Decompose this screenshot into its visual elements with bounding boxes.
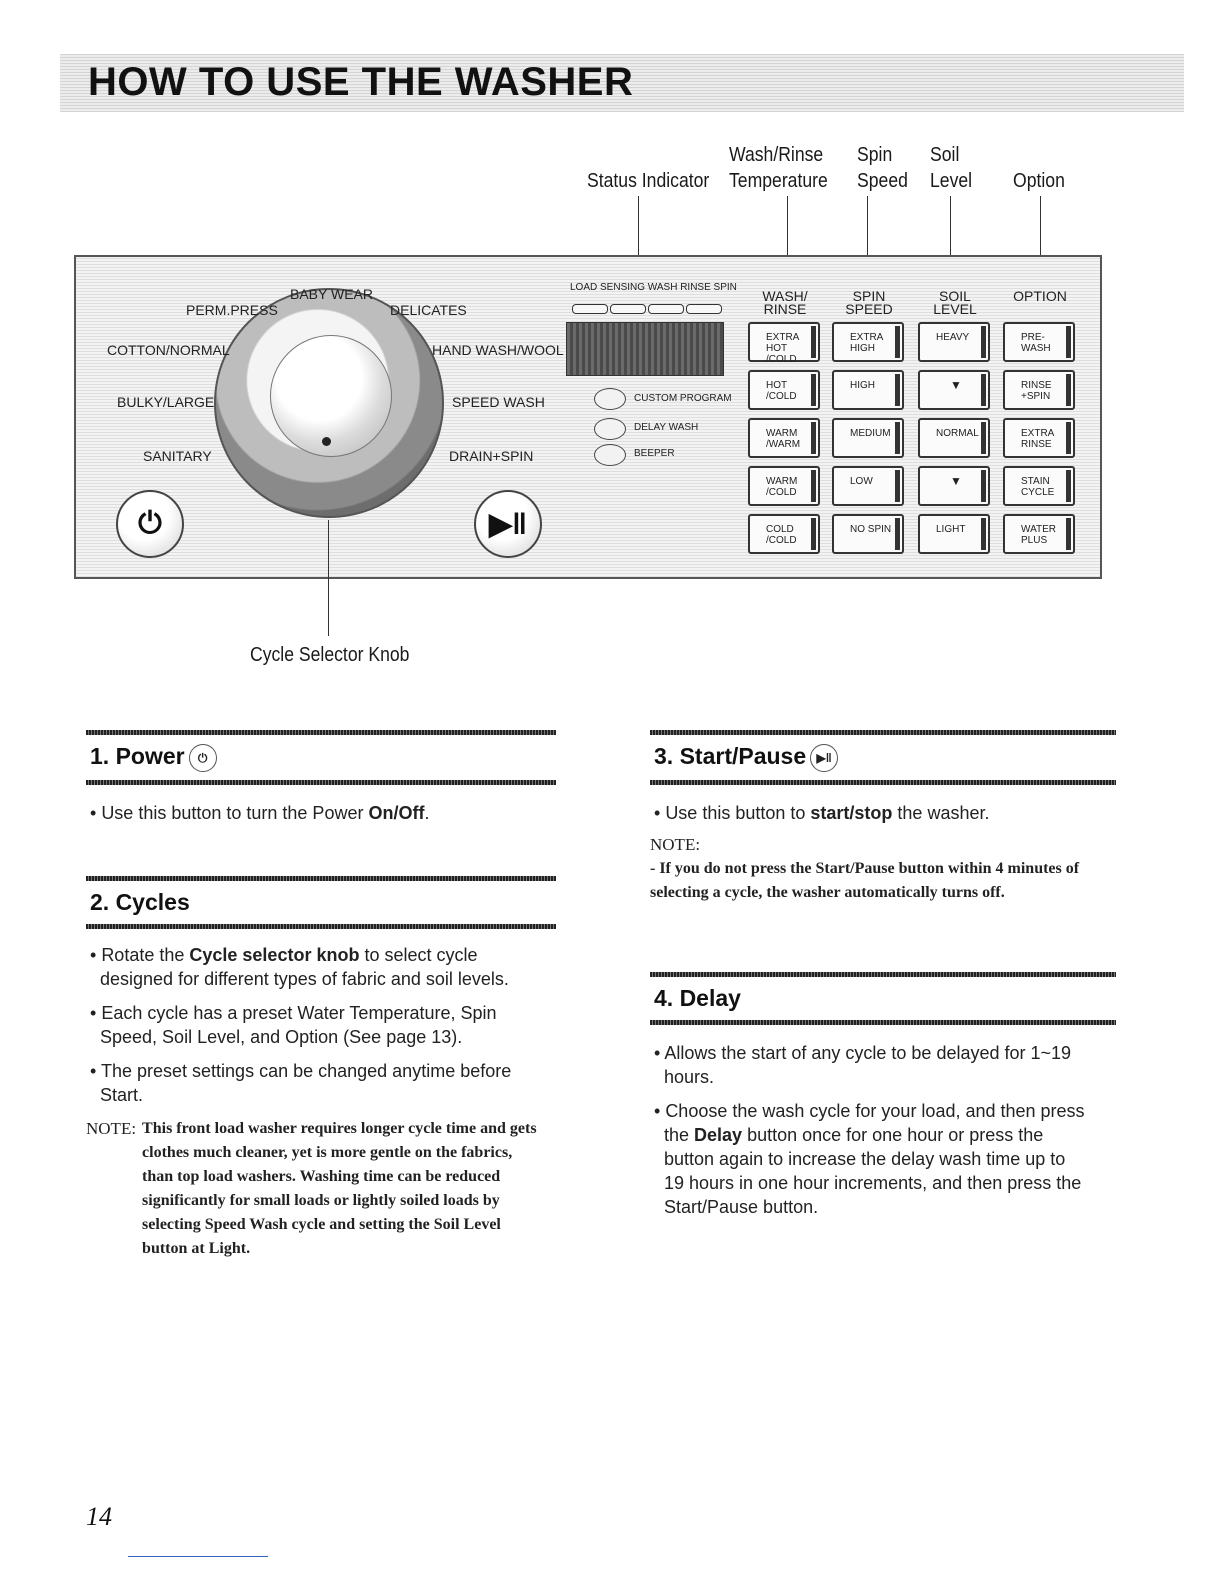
cycle-label-delicates: DELICATES <box>390 302 467 318</box>
callout-spin-line1: Spin <box>857 144 893 166</box>
section-delay <box>650 972 1116 1229</box>
beeper-button[interactable] <box>594 444 626 466</box>
cycles-note <box>86 1117 556 1261</box>
status-led-spin <box>686 304 722 314</box>
callout-soil-line2: Level <box>930 170 973 192</box>
section-cycles <box>86 876 556 1261</box>
wash-rinse-button[interactable]: HOT /COLD <box>748 370 820 410</box>
spin-speed-button[interactable]: MEDIUM <box>832 418 904 458</box>
spin-speed-button[interactable]: HIGH <box>832 370 904 410</box>
knob-indicator-dot <box>322 437 331 446</box>
section-heading: 1. Power ⏻ <box>90 743 556 772</box>
wash-rinse-button[interactable]: EXTRA HOT /COLD <box>748 322 820 362</box>
section-power <box>86 730 556 835</box>
status-led-rinse <box>648 304 684 314</box>
custom-program-label: CUSTOM PROGRAM <box>634 393 732 404</box>
cycle-label-drain-spin: DRAIN+SPIN <box>449 448 534 464</box>
cycle-label-cotton-normal: COTTON/NORMAL <box>107 342 230 358</box>
section-start-pause <box>650 730 1116 905</box>
note-label: NOTE: <box>650 834 701 854</box>
delay-bullet-1: • Allows the start of any cycle to be delayed for 1~19 hours. <box>654 1043 1072 1087</box>
knob-center <box>270 335 392 457</box>
soil-level-button[interactable]: LIGHT <box>918 514 990 554</box>
power-icon: ⏻ <box>138 507 162 540</box>
cycles-bullet-3: • The preset settings can be changed anytime before Start. <box>90 1061 512 1105</box>
option-button[interactable]: RINSE +SPIN <box>1003 370 1075 410</box>
soil-level-button[interactable] <box>918 370 990 410</box>
section-rule <box>650 972 1116 977</box>
note-text: This front load washer requires longer cycle time and gets clothes much cleaner, yet is more gentle on the fabrics, than top load washers. Washing time can be reduced significantly for small loads or lightly soiled loads by selecting Speed Wash cycle and setting the Soil Level button at Light. <box>142 1120 537 1257</box>
cycle-label-baby-wear: BABY WEAR <box>290 286 373 302</box>
column-header-option: OPTION <box>1013 288 1067 304</box>
section-rule <box>650 730 1116 735</box>
section-rule <box>86 876 556 881</box>
option-button[interactable]: STAIN CYCLE <box>1003 466 1075 506</box>
note-label: NOTE: <box>86 1119 137 1138</box>
cycle-label-perm-press: PERM.PRESS <box>186 302 278 318</box>
callout-soil-line1: Soil <box>930 144 960 166</box>
callout-status-indicator: Status Indicator <box>587 170 710 192</box>
section-rule <box>650 780 1116 785</box>
column-header-soil-level: SOIL LEVEL <box>933 288 977 317</box>
wash-rinse-button[interactable]: WARM /WARM <box>748 418 820 458</box>
delay-wash-button[interactable] <box>594 418 626 440</box>
cycle-label-bulky-large: BULKY/LARGE <box>117 394 215 410</box>
page-title: HOW TO USE THE WASHER <box>88 60 634 104</box>
callout-spin-line2: Speed <box>857 170 908 192</box>
footer-line <box>128 1556 268 1557</box>
column-header-wash-rinse: WASH/ RINSE <box>762 288 808 317</box>
arrow-down-icon: ▼ <box>950 474 962 488</box>
callout-cycle-selector-knob: Cycle Selector Knob <box>250 644 410 666</box>
page-number: 14 <box>86 1502 112 1531</box>
cycles-bullet-1: • Rotate the Cycle selector knob to select cycle designed for different types of fabric and soil levels. <box>90 945 509 989</box>
cycles-bullet-2: • Each cycle has a preset Water Temperature, Spin Speed, Soil Level, and Option (See page 13). <box>90 1003 497 1047</box>
start-pause-bullet: • Use this button to start/stop the washer. <box>654 802 990 823</box>
status-led-load-sensing <box>572 304 608 314</box>
power-icon: ⏻ <box>189 744 217 772</box>
option-button[interactable]: PRE-WASH <box>1003 322 1075 362</box>
spin-speed-button[interactable]: NO SPIN <box>832 514 904 554</box>
power-button[interactable] <box>116 490 184 558</box>
section-heading: 4. Delay <box>654 985 741 1011</box>
arrow-down-icon: ▼ <box>950 378 962 392</box>
power-bullet: • Use this button to turn the Power On/Off. <box>90 802 430 823</box>
soil-level-button[interactable]: HEAVY <box>918 322 990 362</box>
cycle-label-hand-wash-wool: HAND WASH/WOOL <box>432 342 564 358</box>
spin-speed-button[interactable]: LOW <box>832 466 904 506</box>
section-heading: 3. Start/Pause ▶‖ <box>654 743 1116 772</box>
spin-speed-button[interactable]: EXTRA HIGH <box>832 322 904 362</box>
column-header-spin-speed: SPIN SPEED <box>845 288 893 317</box>
note-text: - If you do not press the Start/Pause button within 4 minutes of selecting a cycle, the washer automatically turns off. <box>650 859 1080 901</box>
callout-option: Option <box>1013 170 1065 192</box>
cycle-label-sanitary: SANITARY <box>143 448 212 464</box>
beeper-label: BEEPER <box>634 448 675 459</box>
soil-level-button[interactable]: NORMAL <box>918 418 990 458</box>
wash-rinse-button[interactable]: WARM /COLD <box>748 466 820 506</box>
leader-line-knob <box>328 520 329 636</box>
option-button[interactable]: EXTRA RINSE <box>1003 418 1075 458</box>
title-banner <box>60 54 1184 112</box>
start-pause-button[interactable] <box>474 490 542 558</box>
custom-program-button[interactable] <box>594 388 626 410</box>
section-rule <box>86 730 556 735</box>
section-rule <box>86 780 556 785</box>
section-heading: 2. Cycles <box>90 889 190 915</box>
cycle-label-speed-wash: SPEED WASH <box>452 394 545 410</box>
wash-rinse-button[interactable]: COLD /COLD <box>748 514 820 554</box>
play-pause-icon: ▶‖ <box>810 744 838 772</box>
delay-wash-label: DELAY WASH <box>634 422 699 433</box>
play-pause-icon: ▶‖ <box>489 507 527 541</box>
status-indicator-labels: LOAD SENSING WASH RINSE SPIN <box>570 282 737 293</box>
section-rule <box>86 924 556 929</box>
option-button[interactable]: WATER PLUS <box>1003 514 1075 554</box>
section-rule <box>650 1020 1116 1025</box>
delay-bullet-2: • Choose the wash cycle for your load, and then press the Delay button once for one hour or press the button again to increase the delay wash time up to 19 hours in one hour increments, and then press the Start/Pause button. <box>654 1101 1085 1217</box>
digital-display <box>566 322 724 376</box>
soil-level-button[interactable] <box>918 466 990 506</box>
callout-wash-rinse-line2: Temperature <box>729 170 828 192</box>
status-led-wash <box>610 304 646 314</box>
callout-wash-rinse-line1: Wash/Rinse <box>729 144 824 166</box>
